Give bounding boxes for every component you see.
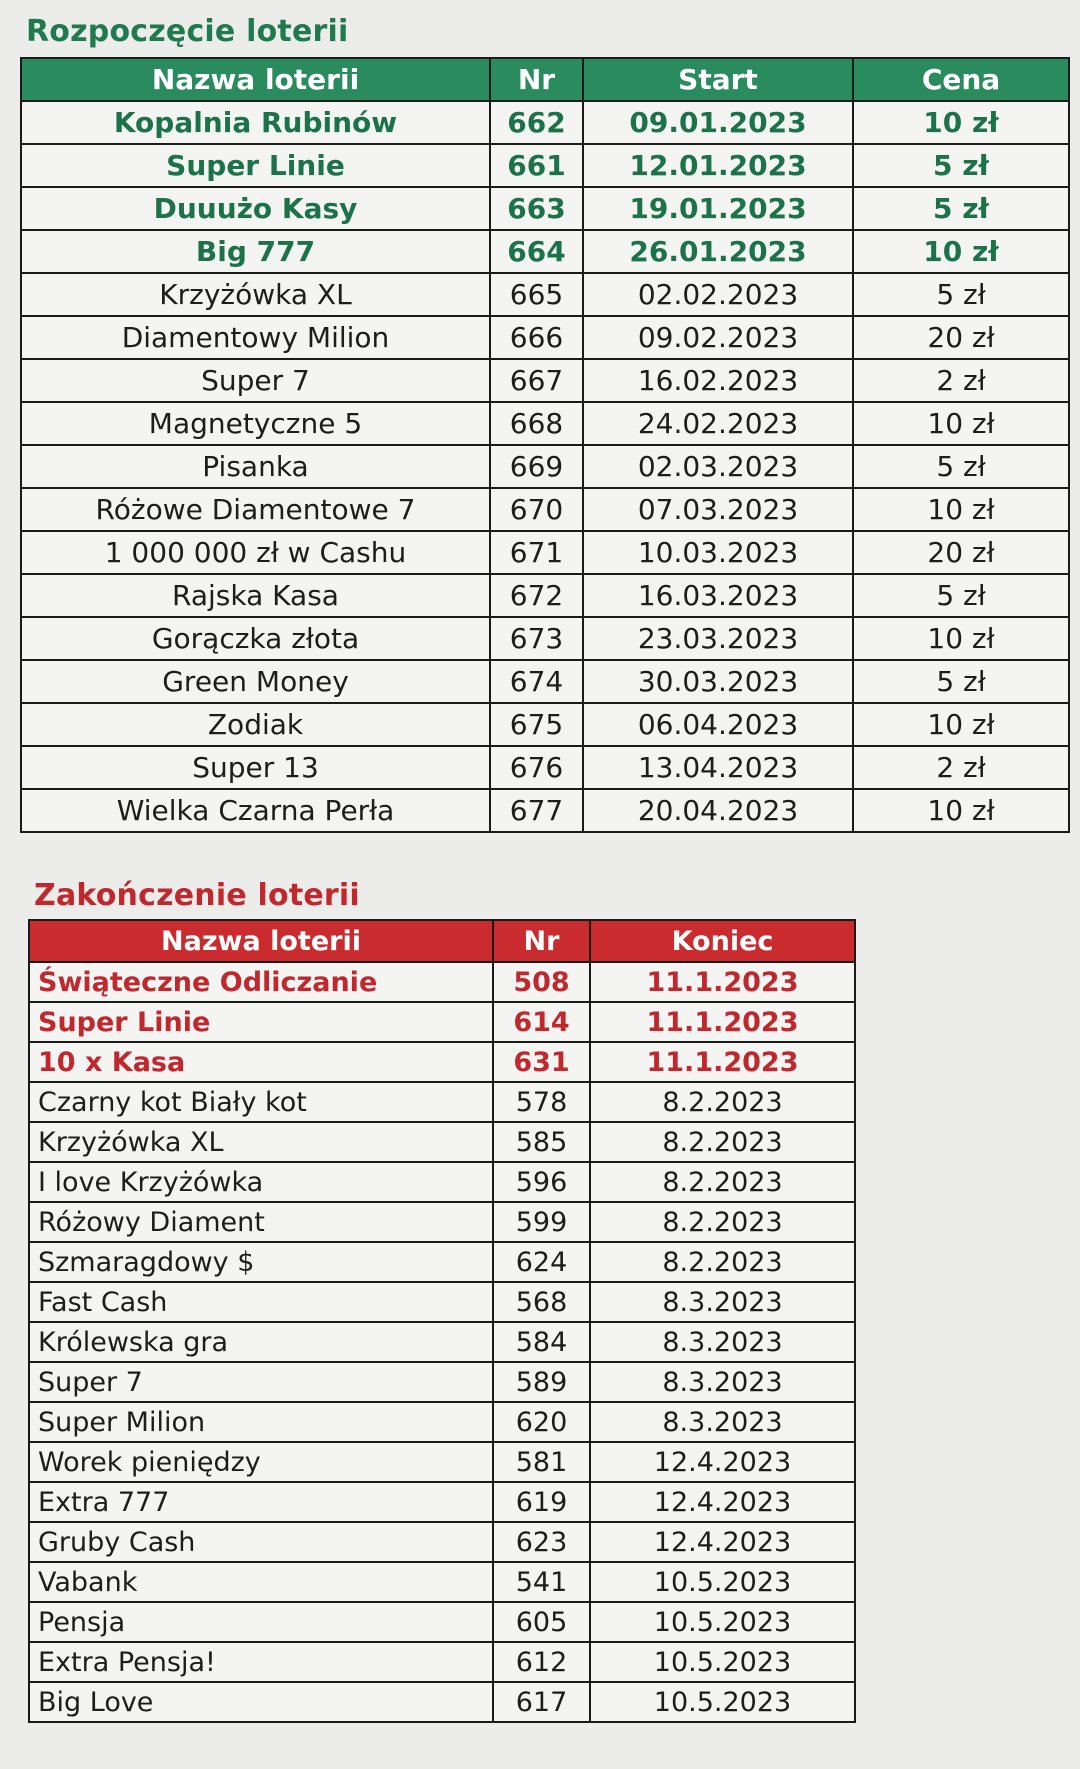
lottery-number-cell: 624 xyxy=(493,1242,590,1282)
lottery-number-cell: 666 xyxy=(490,316,583,359)
price-cell: 5 zł xyxy=(853,187,1069,230)
lottery-number-cell: 619 xyxy=(493,1482,590,1522)
end-date-cell: 8.2.2023 xyxy=(590,1202,855,1242)
price-cell: 5 zł xyxy=(853,144,1069,187)
lottery-number-cell: 664 xyxy=(490,230,583,273)
lottery-name-cell: Czarny kot Biały kot xyxy=(29,1082,493,1122)
table-row xyxy=(21,531,1069,574)
lottery-number-cell: 671 xyxy=(490,531,583,574)
table-row xyxy=(29,1082,855,1122)
lottery-number-cell: 605 xyxy=(493,1602,590,1642)
column-header-nr: Nr xyxy=(490,58,583,101)
price-cell: 10 zł xyxy=(853,101,1069,144)
table-row xyxy=(21,144,1069,187)
start-date-cell: 16.03.2023 xyxy=(583,574,853,617)
table-row xyxy=(29,1522,855,1562)
price-cell: 10 zł xyxy=(853,230,1069,273)
price-cell: 20 zł xyxy=(853,316,1069,359)
start-date-cell: 20.04.2023 xyxy=(583,789,853,832)
end-date-cell: 10.5.2023 xyxy=(590,1682,855,1722)
table-row xyxy=(29,1122,855,1162)
table-row xyxy=(29,1402,855,1442)
lottery-number-cell: 617 xyxy=(493,1682,590,1722)
end-date-cell: 8.3.2023 xyxy=(590,1322,855,1362)
lottery-number-cell: 670 xyxy=(490,488,583,531)
lottery-number-cell: 631 xyxy=(493,1042,590,1082)
price-cell: 5 zł xyxy=(853,574,1069,617)
lottery-number-cell: 596 xyxy=(493,1162,590,1202)
lottery-name-cell: Duuużo Kasy xyxy=(21,187,490,230)
end-date-cell: 8.2.2023 xyxy=(590,1162,855,1202)
lottery-name-cell: Vabank xyxy=(29,1562,493,1602)
table-row xyxy=(29,1602,855,1642)
lottery-number-cell: 612 xyxy=(493,1642,590,1682)
table-row xyxy=(29,1362,855,1402)
lottery-name-cell: Kopalnia Rubinów xyxy=(21,101,490,144)
table-row xyxy=(29,1042,855,1082)
start-date-cell: 10.03.2023 xyxy=(583,531,853,574)
end-date-cell: 12.4.2023 xyxy=(590,1442,855,1482)
lottery-name-cell: Wielka Czarna Perła xyxy=(21,789,490,832)
table-row xyxy=(29,1642,855,1682)
end-date-cell: 10.5.2023 xyxy=(590,1562,855,1602)
end-date-cell: 11.1.2023 xyxy=(590,1042,855,1082)
start-date-cell: 12.01.2023 xyxy=(583,144,853,187)
lottery-number-cell: 673 xyxy=(490,617,583,660)
lottery-name-cell: Big Love xyxy=(29,1682,493,1722)
lottery-number-cell: 667 xyxy=(490,359,583,402)
start-section-title: Rozpoczęcie loterii xyxy=(26,14,349,49)
lottery-name-cell: Szmaragdowy $ xyxy=(29,1242,493,1282)
table-row xyxy=(21,402,1069,445)
lottery-name-cell: Green Money xyxy=(21,660,490,703)
start-date-cell: 02.03.2023 xyxy=(583,445,853,488)
table-row xyxy=(21,703,1069,746)
table-row xyxy=(29,1442,855,1482)
table-row xyxy=(29,1562,855,1602)
column-header-name: Nazwa loterii xyxy=(29,920,493,962)
lottery-number-cell: 668 xyxy=(490,402,583,445)
lottery-number-cell: 585 xyxy=(493,1122,590,1162)
table-row xyxy=(29,1002,855,1042)
table-row xyxy=(29,1282,855,1322)
lottery-number-cell: 508 xyxy=(493,962,590,1002)
lottery-number-cell: 675 xyxy=(490,703,583,746)
start-date-cell: 09.02.2023 xyxy=(583,316,853,359)
price-cell: 10 zł xyxy=(853,617,1069,660)
table-row xyxy=(21,273,1069,316)
table-row xyxy=(29,1322,855,1362)
start-date-cell: 09.01.2023 xyxy=(583,101,853,144)
table-row xyxy=(29,1482,855,1522)
end-date-cell: 8.2.2023 xyxy=(590,1242,855,1282)
start-date-cell: 13.04.2023 xyxy=(583,746,853,789)
start-date-cell: 23.03.2023 xyxy=(583,617,853,660)
lottery-number-cell: 662 xyxy=(490,101,583,144)
table-row xyxy=(21,359,1069,402)
lottery-name-cell: Magnetyczne 5 xyxy=(21,402,490,445)
table-row xyxy=(21,230,1069,273)
price-cell: 10 zł xyxy=(853,789,1069,832)
table-row xyxy=(21,574,1069,617)
table-row xyxy=(21,101,1069,144)
table-row xyxy=(21,617,1069,660)
end-date-cell: 11.1.2023 xyxy=(590,1002,855,1042)
start-table-header-row xyxy=(21,58,1069,101)
lottery-number-cell: 663 xyxy=(490,187,583,230)
table-row xyxy=(21,187,1069,230)
lottery-name-cell: Fast Cash xyxy=(29,1282,493,1322)
lottery-name-cell: Extra Pensja! xyxy=(29,1642,493,1682)
lottery-name-cell: Krzyżówka XL xyxy=(29,1122,493,1162)
table-row xyxy=(21,488,1069,531)
lottery-number-cell: 665 xyxy=(490,273,583,316)
lottery-name-cell: Rajska Kasa xyxy=(21,574,490,617)
price-cell: 10 zł xyxy=(853,488,1069,531)
end-date-cell: 8.3.2023 xyxy=(590,1362,855,1402)
lottery-name-cell: Krzyżówka XL xyxy=(21,273,490,316)
table-row xyxy=(29,1682,855,1722)
end-date-cell: 8.3.2023 xyxy=(590,1402,855,1442)
lottery-number-cell: 568 xyxy=(493,1282,590,1322)
table-row xyxy=(21,316,1069,359)
end-date-cell: 10.5.2023 xyxy=(590,1642,855,1682)
start-date-cell: 06.04.2023 xyxy=(583,703,853,746)
price-cell: 2 zł xyxy=(853,746,1069,789)
table-row xyxy=(29,962,855,1002)
end-date-cell: 12.4.2023 xyxy=(590,1522,855,1562)
end-date-cell: 8.3.2023 xyxy=(590,1282,855,1322)
lottery-name-cell: Różowe Diamentowe 7 xyxy=(21,488,490,531)
lottery-name-cell: Big 777 xyxy=(21,230,490,273)
start-date-cell: 24.02.2023 xyxy=(583,402,853,445)
lottery-name-cell: Super Linie xyxy=(29,1002,493,1042)
lottery-name-cell: Gruby Cash xyxy=(29,1522,493,1562)
lottery-name-cell: 1 000 000 zł w Cashu xyxy=(21,531,490,574)
end-date-cell: 11.1.2023 xyxy=(590,962,855,1002)
lottery-number-cell: 669 xyxy=(490,445,583,488)
lottery-name-cell: Super 7 xyxy=(21,359,490,402)
lottery-name-cell: Gorączka złota xyxy=(21,617,490,660)
price-cell: 20 zł xyxy=(853,531,1069,574)
lottery-name-cell: Extra 777 xyxy=(29,1482,493,1522)
table-row xyxy=(29,1162,855,1202)
lottery-name-cell: Królewska gra xyxy=(29,1322,493,1362)
lottery-name-cell: Super Linie xyxy=(21,144,490,187)
start-date-cell: 19.01.2023 xyxy=(583,187,853,230)
lottery-name-cell: Worek pieniędzy xyxy=(29,1442,493,1482)
price-cell: 5 zł xyxy=(853,445,1069,488)
table-row xyxy=(29,1242,855,1282)
end-table-header-row xyxy=(29,920,855,962)
price-cell: 5 zł xyxy=(853,273,1069,316)
price-cell: 10 zł xyxy=(853,402,1069,445)
start-date-cell: 16.02.2023 xyxy=(583,359,853,402)
lottery-number-cell: 599 xyxy=(493,1202,590,1242)
lottery-number-cell: 620 xyxy=(493,1402,590,1442)
end-date-cell: 8.2.2023 xyxy=(590,1082,855,1122)
lottery-name-cell: Pensja xyxy=(29,1602,493,1642)
lottery-end-table xyxy=(28,919,856,1723)
lottery-name-cell: Świąteczne Odliczanie xyxy=(29,962,493,1002)
lottery-number-cell: 674 xyxy=(490,660,583,703)
start-date-cell: 30.03.2023 xyxy=(583,660,853,703)
lottery-number-cell: 584 xyxy=(493,1322,590,1362)
price-cell: 2 zł xyxy=(853,359,1069,402)
end-date-cell: 8.2.2023 xyxy=(590,1122,855,1162)
column-header-start: Start xyxy=(583,58,853,101)
table-row xyxy=(21,789,1069,832)
column-header-nr: Nr xyxy=(493,920,590,962)
lottery-start-table xyxy=(20,57,1070,833)
end-section-title: Zakończenie loterii xyxy=(34,878,360,913)
lottery-name-cell: Super 13 xyxy=(21,746,490,789)
end-date-cell: 10.5.2023 xyxy=(590,1602,855,1642)
table-row xyxy=(29,1202,855,1242)
lottery-number-cell: 581 xyxy=(493,1442,590,1482)
price-cell: 5 zł xyxy=(853,660,1069,703)
lottery-name-cell: Super Milion xyxy=(29,1402,493,1442)
start-date-cell: 02.02.2023 xyxy=(583,273,853,316)
lottery-name-cell: Różowy Diament xyxy=(29,1202,493,1242)
lottery-name-cell: I love Krzyżówka xyxy=(29,1162,493,1202)
lottery-name-cell: Diamentowy Milion xyxy=(21,316,490,359)
lottery-number-cell: 677 xyxy=(490,789,583,832)
lottery-number-cell: 676 xyxy=(490,746,583,789)
column-header-price: Cena xyxy=(853,58,1069,101)
lottery-number-cell: 589 xyxy=(493,1362,590,1402)
column-header-name: Nazwa loterii xyxy=(21,58,490,101)
table-row xyxy=(21,746,1069,789)
table-row xyxy=(21,445,1069,488)
column-header-end: Koniec xyxy=(590,920,855,962)
lottery-number-cell: 672 xyxy=(490,574,583,617)
lottery-name-cell: Zodiak xyxy=(21,703,490,746)
lottery-number-cell: 623 xyxy=(493,1522,590,1562)
table-row xyxy=(21,660,1069,703)
start-date-cell: 07.03.2023 xyxy=(583,488,853,531)
start-date-cell: 26.01.2023 xyxy=(583,230,853,273)
lottery-number-cell: 614 xyxy=(493,1002,590,1042)
lottery-name-cell: Pisanka xyxy=(21,445,490,488)
end-date-cell: 12.4.2023 xyxy=(590,1482,855,1522)
lottery-name-cell: 10 x Kasa xyxy=(29,1042,493,1082)
lottery-number-cell: 541 xyxy=(493,1562,590,1602)
price-cell: 10 zł xyxy=(853,703,1069,746)
lottery-name-cell: Super 7 xyxy=(29,1362,493,1402)
lottery-number-cell: 578 xyxy=(493,1082,590,1122)
lottery-number-cell: 661 xyxy=(490,144,583,187)
